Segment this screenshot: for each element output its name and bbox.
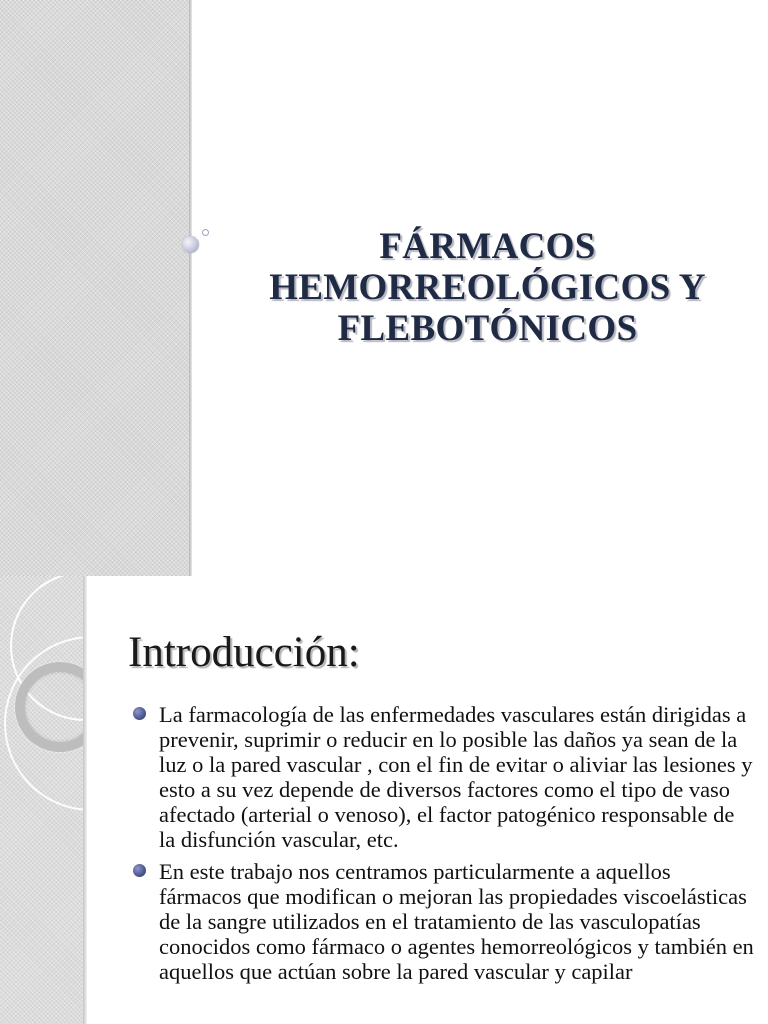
bullet-list xyxy=(133,702,755,991)
slide-title-line: FLEBOTÓNICOS xyxy=(337,308,638,349)
slide-title-line: HEMORREOLÓGICOS Y xyxy=(269,267,706,308)
textured-sidebar xyxy=(0,0,189,576)
slide-title xyxy=(230,226,745,349)
bullet-icon xyxy=(133,864,146,877)
slide-title-line: FÁRMACOS xyxy=(379,226,596,267)
sidebar-divider xyxy=(189,0,192,576)
sidebar-divider xyxy=(83,576,87,1024)
decorative-dot-small-icon xyxy=(202,229,209,236)
list-item xyxy=(133,702,755,852)
introduction-slide xyxy=(0,576,768,1024)
list-item-text: En este trabajo nos centramos particularmente a aquellos fármacos que modifican o mejoran las propiedades viscoelásticas de la sangre utilizados en el tratamiento de las vasculopatías conocidos como fármaco o agentes hemorreológicos y también en aquellos que actúan sobre la pared vascular y capilar xyxy=(159,859,754,984)
list-item-text: La farmacología de las enfermedades vasculares están dirigidas a prevenir, suprimir o reducir en lo posible las daños ya sean de la luz o la pared vascular , con el fin de evitar o aliviar las lesiones y esto a su vez depende de diversos factores como el tipo de vaso afectado (arterial o venoso), el factor patogénico responsable de la disfunción vascular, etc. xyxy=(159,702,753,852)
textured-sidebar xyxy=(0,576,85,1024)
list-item xyxy=(133,859,755,984)
decorative-dot-large-icon xyxy=(182,236,199,253)
section-heading: Introducción: xyxy=(128,629,360,676)
bullet-icon xyxy=(133,707,146,720)
